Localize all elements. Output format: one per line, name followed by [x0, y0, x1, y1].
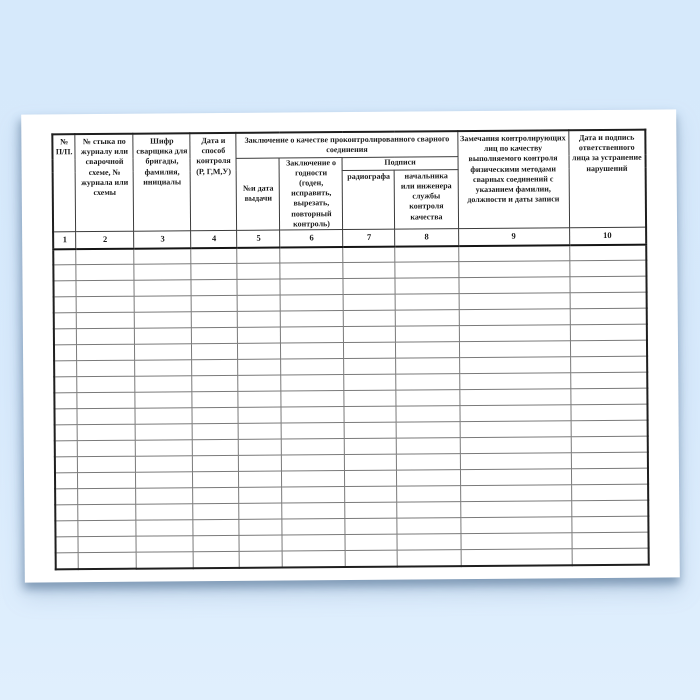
body-cell [569, 276, 646, 293]
body-cell [238, 359, 281, 375]
body-cell [77, 408, 135, 424]
body-cell [345, 470, 397, 486]
body-cell [460, 469, 571, 486]
body-cell [192, 312, 238, 328]
body-cell [282, 471, 345, 487]
header-col7: радиографа [343, 170, 395, 230]
table-body [53, 244, 649, 569]
body-cell [238, 343, 281, 359]
body-cell [570, 340, 647, 357]
body-cell [54, 409, 77, 425]
body-cell [345, 438, 397, 454]
body-cell [192, 376, 238, 392]
body-cell [458, 261, 569, 278]
body-cell [396, 294, 459, 310]
column-number: 4 [191, 231, 237, 248]
body-cell [77, 328, 135, 344]
body-cell [569, 244, 646, 261]
body-cell [569, 260, 646, 277]
body-cell [281, 391, 344, 407]
body-cell [281, 311, 344, 327]
body-cell [343, 262, 395, 278]
body-cell [193, 520, 239, 536]
body-cell [570, 372, 647, 389]
body-cell [192, 360, 238, 376]
body-cell [191, 280, 237, 296]
body-cell [238, 375, 281, 391]
body-cell [134, 280, 191, 296]
body-cell [458, 277, 569, 294]
body-cell [192, 344, 238, 360]
body-cell [398, 550, 461, 566]
body-cell [395, 262, 458, 278]
body-cell [346, 550, 398, 566]
body-cell [56, 553, 79, 569]
column-number: 6 [280, 230, 343, 247]
body-cell [397, 486, 460, 502]
body-cell [55, 441, 78, 457]
body-cell [460, 421, 571, 438]
body-cell [459, 309, 570, 326]
body-cell [343, 246, 395, 262]
body-cell [136, 504, 193, 520]
body-cell [281, 295, 344, 311]
body-cell [76, 264, 134, 280]
body-cell [237, 263, 280, 279]
body-cell [192, 296, 238, 312]
body-cell [55, 425, 78, 441]
body-cell [77, 312, 135, 328]
body-cell [571, 452, 648, 469]
body-cell [459, 325, 570, 342]
body-cell [571, 484, 648, 501]
header-col9: Замечания контролирующих лиц по качеству выполняемого контроля физическими методами сварных соединений с указанием фамилии, должности и даты записи [457, 130, 569, 229]
table-header [52, 130, 646, 249]
body-cell [77, 344, 135, 360]
body-cell [137, 552, 194, 568]
body-cell [135, 344, 192, 360]
body-cell [54, 361, 77, 377]
body-cell [396, 342, 459, 358]
body-cell [459, 405, 570, 422]
body-cell [237, 279, 280, 295]
body-cell [396, 358, 459, 374]
body-cell [77, 376, 135, 392]
body-cell [281, 359, 344, 375]
body-cell [282, 503, 345, 519]
body-cell [344, 358, 396, 374]
body-cell [135, 328, 192, 344]
body-cell [395, 246, 458, 262]
body-cell [344, 310, 396, 326]
body-cell [397, 438, 460, 454]
body-cell [193, 424, 239, 440]
body-cell [136, 440, 193, 456]
body-cell [135, 376, 192, 392]
body-cell [571, 436, 648, 453]
body-cell [191, 248, 237, 264]
body-cell [76, 280, 134, 296]
body-cell [281, 327, 344, 343]
body-cell [136, 472, 193, 488]
header-col5: №и дата выдачи [236, 158, 280, 231]
body-cell [571, 516, 648, 533]
body-cell [396, 390, 459, 406]
body-cell [282, 535, 345, 551]
body-cell [53, 265, 76, 281]
body-cell [396, 374, 459, 390]
body-cell [344, 390, 396, 406]
body-cell [239, 535, 282, 551]
body-cell [459, 341, 570, 358]
body-cell [344, 342, 396, 358]
body-cell [136, 520, 193, 536]
body-cell [397, 534, 460, 550]
body-cell [459, 389, 570, 406]
body-cell [78, 456, 136, 472]
body-cell [281, 375, 344, 391]
body-cell [135, 312, 192, 328]
body-cell [459, 373, 570, 390]
body-cell [460, 485, 571, 502]
paper-sheet [21, 109, 680, 582]
body-cell [54, 345, 77, 361]
body-cell [77, 296, 135, 312]
body-cell [343, 278, 395, 294]
body-cell [282, 455, 345, 471]
body-cell [570, 404, 647, 421]
column-number: 2 [76, 231, 134, 248]
body-cell [281, 343, 344, 359]
header-col6: Заключение о годности (годен, исправить, вырезать, повторный контроль) [279, 157, 343, 230]
body-cell [570, 324, 647, 341]
body-cell [570, 308, 647, 325]
body-cell [280, 263, 343, 279]
body-cell [572, 548, 649, 565]
header-row-1 [52, 130, 645, 160]
column-number: 9 [458, 228, 569, 246]
body-cell [136, 456, 193, 472]
body-cell [571, 420, 648, 437]
body-cell [55, 521, 78, 537]
body-cell [570, 292, 647, 309]
welding-control-journal-table [51, 129, 649, 570]
header-group-signatures: Подписи [342, 156, 457, 170]
column-number: 8 [395, 229, 458, 246]
column-number: 7 [343, 229, 395, 246]
body-cell [55, 489, 78, 505]
body-cell [571, 500, 648, 517]
header-col8: начальника или инженера службы контроля качества [395, 169, 459, 229]
body-cell [396, 310, 459, 326]
body-cell [135, 360, 192, 376]
body-cell [54, 393, 77, 409]
body-cell [78, 472, 136, 488]
body-cell [238, 327, 281, 343]
column-number: 5 [237, 230, 280, 247]
body-cell [77, 360, 135, 376]
body-cell [239, 471, 282, 487]
body-cell [344, 294, 396, 310]
body-cell [460, 533, 571, 550]
header-col10: Дата и подпись ответственного лица за устранение нарушений [568, 130, 646, 228]
body-cell [238, 391, 281, 407]
body-cell [345, 518, 397, 534]
body-cell [77, 392, 135, 408]
body-cell [78, 536, 136, 552]
body-cell [78, 520, 136, 536]
body-cell [239, 487, 282, 503]
body-cell [134, 248, 191, 264]
body-cell [53, 281, 76, 297]
body-cell [193, 440, 239, 456]
body-cell [239, 519, 282, 535]
body-cell [571, 532, 648, 549]
body-cell [282, 423, 345, 439]
body-cell [194, 552, 240, 568]
body-cell [570, 356, 647, 373]
body-cell [345, 534, 397, 550]
body-cell [193, 488, 239, 504]
body-cell [240, 551, 283, 567]
body-cell [55, 473, 78, 489]
body-cell [460, 501, 571, 518]
body-cell [280, 279, 343, 295]
body-cell [397, 502, 460, 518]
body-cell [135, 392, 192, 408]
body-cell [397, 470, 460, 486]
body-cell [345, 422, 397, 438]
table-row [56, 548, 649, 569]
body-cell [460, 437, 571, 454]
body-cell [239, 423, 282, 439]
body-cell [78, 424, 136, 440]
body-cell [397, 454, 460, 470]
body-cell [282, 519, 345, 535]
body-cell [136, 536, 193, 552]
body-cell [134, 264, 191, 280]
body-cell [136, 488, 193, 504]
body-cell [238, 295, 281, 311]
body-cell [192, 392, 238, 408]
body-cell [136, 424, 193, 440]
body-cell [570, 388, 647, 405]
header-group-conclusion: Заключение о качестве проконтролированного сварного соединения [236, 131, 457, 158]
body-cell [396, 326, 459, 342]
body-cell [135, 408, 192, 424]
body-cell [239, 455, 282, 471]
body-cell [345, 454, 397, 470]
body-cell [191, 264, 237, 280]
body-cell [239, 439, 282, 455]
body-cell [396, 406, 459, 422]
body-cell [345, 502, 397, 518]
body-cell [571, 468, 648, 485]
body-cell [79, 552, 137, 568]
body-cell [282, 487, 345, 503]
body-cell [395, 278, 458, 294]
body-cell [135, 296, 192, 312]
header-col1: № П/П. [52, 134, 76, 232]
body-cell [193, 456, 239, 472]
body-cell [55, 457, 78, 473]
body-cell [238, 311, 281, 327]
body-cell [192, 408, 238, 424]
body-cell [282, 439, 345, 455]
body-cell [76, 248, 134, 264]
body-cell [280, 247, 343, 263]
body-cell [344, 326, 396, 342]
body-cell [53, 249, 76, 265]
body-cell [193, 472, 239, 488]
body-cell [458, 245, 569, 262]
body-cell [461, 549, 572, 566]
body-cell [192, 328, 238, 344]
body-cell [54, 329, 77, 345]
body-cell [239, 503, 282, 519]
header-col2: № стыка по журналу или сварочной схеме, № журнала или схемы [75, 134, 134, 232]
header-col4: Дата и способ контроля (Р, Г,М,У) [190, 133, 237, 231]
body-cell [283, 551, 346, 567]
body-cell [54, 377, 77, 393]
body-cell [78, 440, 136, 456]
body-cell [397, 518, 460, 534]
body-cell [193, 536, 239, 552]
body-cell [54, 313, 77, 329]
body-cell [54, 297, 77, 313]
body-cell [460, 453, 571, 470]
column-number: 3 [134, 231, 191, 248]
column-number: 10 [569, 227, 646, 245]
body-cell [238, 407, 281, 423]
body-cell [459, 357, 570, 374]
body-cell [344, 406, 396, 422]
body-cell [397, 422, 460, 438]
body-cell [281, 407, 344, 423]
body-cell [237, 247, 280, 263]
body-cell [55, 505, 78, 521]
header-col3: Шифр сварщика для бригады, фамилия, инициалы [133, 133, 191, 231]
body-cell [344, 374, 396, 390]
body-cell [55, 537, 78, 553]
body-cell [193, 504, 239, 520]
body-cell [460, 517, 571, 534]
column-number: 1 [53, 232, 76, 249]
body-cell [459, 293, 570, 310]
body-cell [78, 488, 136, 504]
body-cell [78, 504, 136, 520]
body-cell [345, 486, 397, 502]
